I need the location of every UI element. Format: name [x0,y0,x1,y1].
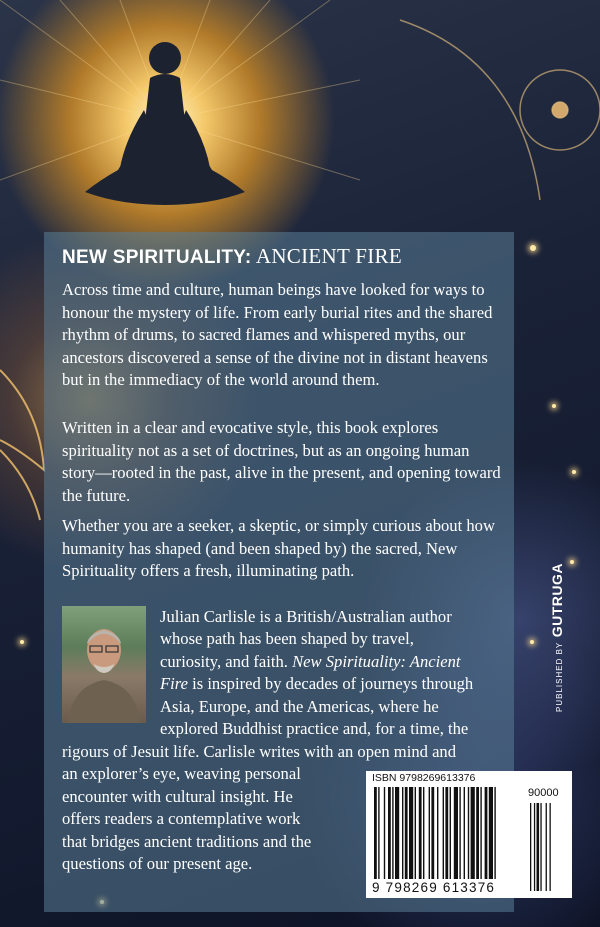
bio-line-8: an explorer’s eye, weaving personal [62,764,301,783]
price-code: 90000 [528,787,559,799]
bio-line-7: rigours of Jesuit life. Carlisle writes with an open mind and [62,742,457,761]
bio-line-4-text: is inspired by decades of journeys through [187,674,474,693]
publisher-name: GUTRUGA [549,563,565,638]
bio-line-4 [160,673,510,696]
title-part-1: NEW SPIRITUALITY: [62,247,252,268]
bio-line-11: that bridges ancient traditions and the [62,832,312,851]
bio-book-title-italic-2: Fire [160,674,188,693]
bio-line-5: Asia, Europe, and the Americas, where he [160,697,439,716]
publisher-prefix: PUBLISHED BY [555,641,564,712]
blurb-paragraph-2: Written in a clear and evocative style, this book explores spirituality not as a set of doctrines, but as an ongoing human story—rooted in the past, alive in the present, and opening toward the future. [62,418,501,505]
isbn-digits: 9 798269 613376 [372,880,496,895]
meditation-figure-icon [0,0,600,240]
star-icon [552,404,556,408]
star-icon [570,560,574,564]
star-icon [530,245,536,251]
author-photo [62,606,146,723]
bio-line-12: questions of our present age. [62,854,253,873]
bio-line-2: whose path has been shaped by travel, [160,629,414,648]
bio-line-10: offers readers a contemplative work [62,809,301,828]
star-icon [572,470,576,474]
bio-line-6: explored Buddhist practice and, for a time, the [160,719,469,738]
bio-line-3 [160,651,510,674]
blurb-paragraph-1: Across time and culture, human beings have looked for ways to honour the mystery of life. From early burial rites and the shared rhythm of drums, to sacred flames and whispered myths, our ancestors discovered a sense of the divine not in distant heavens but in the immediacy of the world around them. [62,280,493,389]
bio-line-3-text: curiosity, and faith. [160,652,293,671]
bio-line-1: Julian Carlisle is a British/Australian author [160,607,452,626]
star-icon [530,640,534,644]
bio-line-9: encounter with cultural insight. He [62,787,293,806]
title-part-2: ANCIENT FIRE [251,244,402,268]
publisher-imprint [549,563,567,712]
bio-book-title-italic: New Spirituality: Ancient [292,652,461,671]
book-title [62,244,402,269]
star-icon [20,640,24,644]
blurb-paragraph-3: Whether you are a seeker, a skeptic, or simply curious about how humanity has shaped (and been shaped by) the sacred, New Spirituality offers a fresh, illuminating path. [62,516,495,580]
isbn-label: ISBN 9798269613376 [372,772,476,784]
